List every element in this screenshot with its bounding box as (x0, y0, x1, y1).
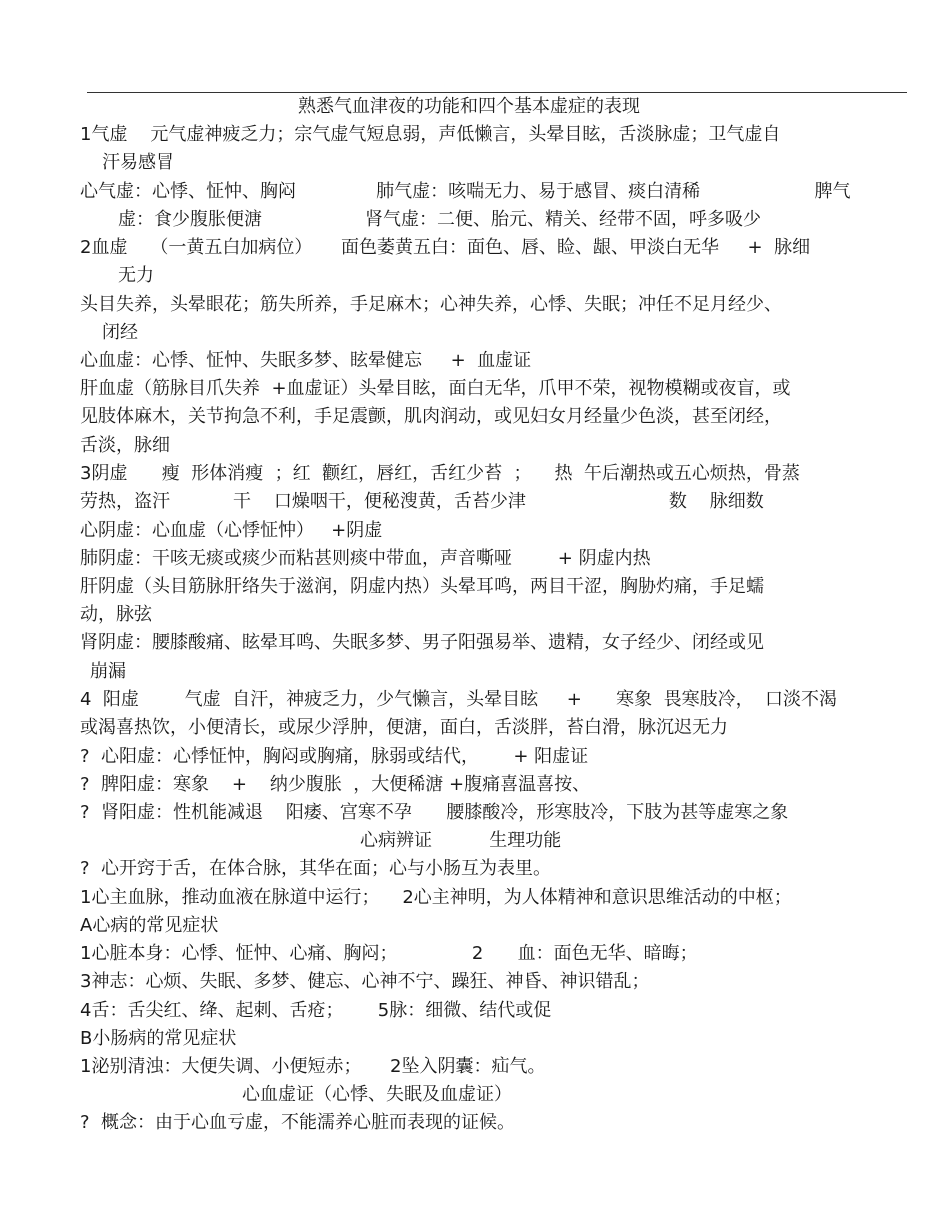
text-line: ? 肾阳虚：性机能减退 阳痿、宫寒不孕 腰膝酸冷，形寒肢冷，下肢为甚等虚寒之象 (80, 802, 789, 823)
document-title: 熟悉气血津夜的功能和四个基本虚症的表现 (298, 96, 640, 117)
text-line: 肝血虚（筋脉目爪失养 +血虚证）头晕目眩，面白无华，爪甲不荣，视物模糊或夜盲，或 (80, 378, 791, 399)
text-line: 4舌：舌尖红、绛、起刺、舌疮； 5脉：细微、结代或促 (80, 1000, 552, 1021)
text-line: 或渴喜热饮，小便清长，或尿少浮肿，便溏，面白，舌淡胖，苔白滑，脉沉迟无力 (80, 717, 728, 738)
text-line: 1心脏本身：心悸、怔忡、心痛、胸闷； 2 血：面色无华、暗晦； (80, 943, 698, 964)
text-line: 见肢体麻木，关节拘急不利，手足震颤，肌肉润动，或见妇女月经量少色淡，甚至闭经， (80, 406, 782, 427)
text-line: 无力 (118, 265, 154, 286)
text-line: 1泌别清浊：大便失调、小便短赤； 2坠入阴囊：疝气。 (80, 1056, 546, 1077)
text-line: 3阴虚 瘦 形体消瘦 ；红 颧红，唇红，舌红少苔 ； 热 午后潮热或五心烦热，骨蒸 (80, 463, 800, 484)
text-line: 2血虚 （一黄五白加病位） 面色萎黄五白：面色、唇、睑、龈、甲淡白无华 + 脉细 (80, 237, 811, 258)
text-line: 头目失养，头晕眼花；筋失所养，手足麻木；心神失养，心悸、失眠；冲任不足月经少、 (80, 294, 782, 315)
text-line: 闭经 (102, 322, 138, 343)
text-line: 心血虚：心悸、怔忡、失眠多梦、眩晕健忘 + 血虚证 (80, 350, 532, 371)
text-line: 肾阴虚：腰膝酸痛、眩晕耳鸣、失眠多梦、男子阳强易举、遗精，女子经少、闭经或见 (80, 632, 764, 653)
text-line: 动，脉弦 (80, 604, 152, 625)
text-line: A心病的常见症状 (80, 915, 219, 936)
text-line: 心阴虚：心血虚（心悸怔忡） +阴虚 (80, 520, 383, 541)
section-heading: 心病辨证 生理功能 (360, 830, 562, 851)
text-line: 1心主血脉，推动血液在脉道中运行； 2心主神明，为人体精神和意识思维活动的中枢； (80, 887, 792, 908)
text-line: 肝阴虚（头目筋脉肝络失于滋润，阴虚内热）头晕耳鸣，两目干涩，胸胁灼痛，手足蠕 (80, 576, 764, 597)
text-line: 1气虚 元气虚神疲乏力；宗气虚气短息弱，声低懒言，头晕目眩，舌淡脉虚；卫气虚自 (80, 124, 781, 145)
text-line: 心气虚：心悸、怔忡、胸闷 肺气虚：咳喘无力、易于感冒、痰白清稀 脾气 (80, 181, 851, 202)
text-line: B小肠病的常见症状 (80, 1028, 237, 1049)
text-line: ? 心开窍于舌，在体合脉，其华在面；心与小肠互为表里。 (80, 858, 551, 879)
section-heading: 心血虚证（心悸、失眠及血虚证） (242, 1084, 512, 1105)
text-line: 肺阴虚：干咳无痰或痰少而粘甚则痰中带血，声音嘶哑 + 阴虚内热 (80, 548, 651, 569)
text-line: 3神志：心烦、失眠、多梦、健忘、心神不宁、躁狂、神昏、神识错乱； (80, 971, 650, 992)
text-line: 舌淡，脉细 (80, 435, 170, 456)
text-line: ? 心阳虚：心悸怔忡，胸闷或胸痛，脉弱或结代， + 阳虚证 (80, 746, 589, 767)
top-rule (87, 92, 907, 93)
text-line: 4 阳虚 气虚 自汗，神疲乏力，少气懒言，头晕目眩 + 寒象 畏寒肢冷， 口淡不渴 (80, 689, 838, 710)
text-line: 崩漏 (90, 661, 126, 682)
text-line: 劳热，盗汗 干 口燥咽干，便秘溲黄，舌苔少津 数 脉细数 (80, 491, 764, 512)
text-line: ? 脾阳虚：寒象 + 纳少腹胀 ，大便稀溏 +腹痛喜温喜按、 (80, 774, 591, 795)
text-line: 汗易感冒 (102, 152, 174, 173)
text-line: 虚：食少腹胀便溏 肾气虚：二便、胎元、精关、经带不固，呼多吸少 (118, 209, 761, 230)
text-line: ? 概念：由于心血亏虚，不能濡养心脏而表现的证候。 (80, 1112, 515, 1133)
